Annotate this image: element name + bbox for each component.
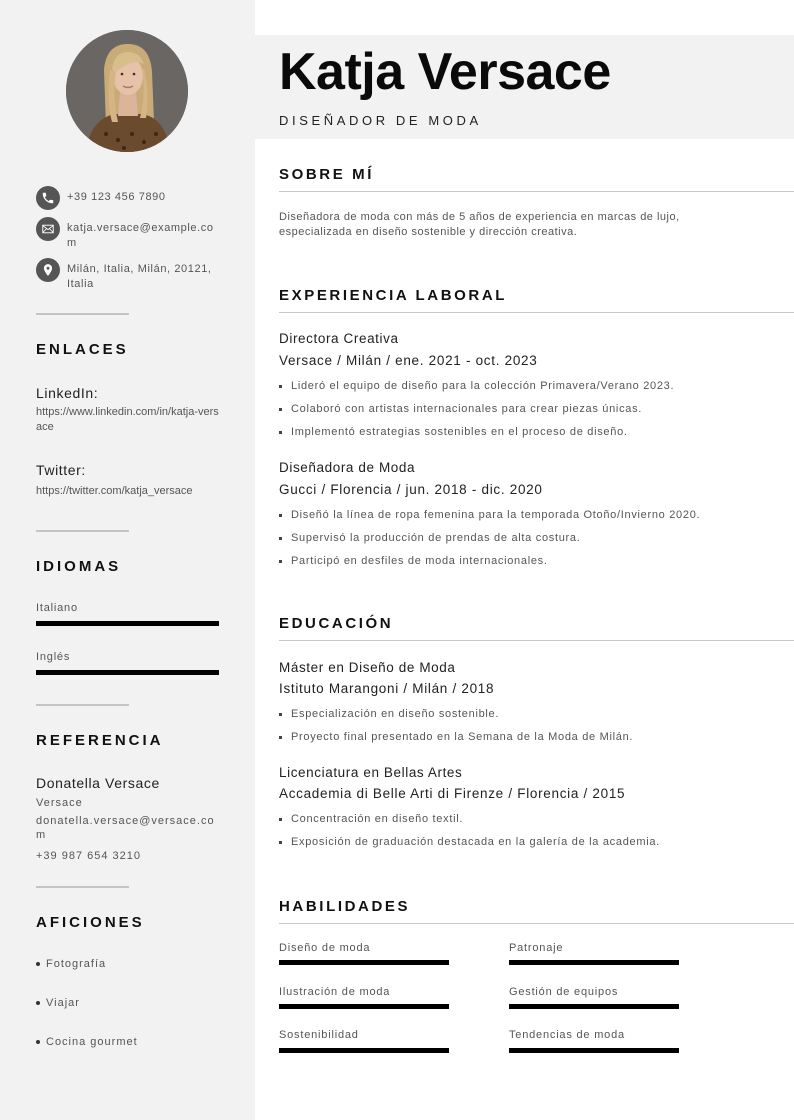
bullet-icon [279, 560, 282, 563]
language-name: Italiano [36, 602, 78, 614]
hobbies-heading: AFICIONES [36, 914, 145, 931]
skill-name: Patronaje [509, 942, 564, 954]
location-pin-icon [36, 258, 60, 282]
sidebar-divider [36, 886, 129, 888]
bullet-icon [279, 514, 282, 517]
bullet-text: Supervisó la producción de prendas de alta costura. [291, 532, 581, 544]
profile-photo [66, 30, 188, 152]
sidebar-divider [36, 530, 129, 532]
skill-level-bar [509, 960, 679, 965]
job-bullet [279, 555, 548, 567]
skill-name: Sostenibilidad [279, 1029, 359, 1041]
bullet-icon [279, 841, 282, 844]
section-rule [279, 640, 794, 641]
job-role: Directora Creativa [279, 331, 399, 346]
hobby-item [36, 1036, 138, 1048]
degree-bullet [279, 813, 463, 825]
about-heading: SOBRE MÍ [279, 166, 374, 183]
candidate-name: Katja Versace [279, 43, 611, 101]
links-heading: ENLACES [36, 341, 129, 358]
job-details: Gucci / Florencia / jun. 2018 - dic. 2020 [279, 482, 543, 497]
skill-name: Tendencias de moda [509, 1029, 625, 1041]
sidebar-divider [36, 313, 129, 315]
envelope-icon [36, 217, 60, 241]
language-name: Inglés [36, 651, 71, 663]
degree-title: Licenciatura en Bellas Artes [279, 765, 463, 780]
bullet-text: Implementó estrategias sostenibles en el proceso de diseño. [291, 426, 628, 438]
bullet-icon [279, 818, 282, 821]
skill-name: Ilustración de moda [279, 986, 391, 998]
hobby-label: Fotografía [46, 958, 107, 970]
language-level-bar [36, 621, 219, 626]
bullet-text: Exposición de graduación destacada en la galería de la academia. [291, 836, 660, 848]
skills-heading: HABILIDADES [279, 898, 411, 915]
bullet-icon [36, 1001, 40, 1005]
linkedin-label: LinkedIn: [36, 385, 99, 401]
skill-level-bar [509, 1004, 679, 1009]
bullet-text: Diseñó la línea de ropa femenina para la temporada Otoño/Invierno 2020. [291, 509, 701, 521]
linkedin-link[interactable]: https://www.linkedin.com/in/katja-versace [36, 406, 219, 433]
phone-text: +39 123 456 7890 [67, 191, 166, 203]
portrait-image [66, 30, 188, 152]
bullet-icon [279, 408, 282, 411]
bullet-text: Proyecto final presentado en la Semana de la Moda de Milán. [291, 731, 634, 743]
bullet-icon [279, 736, 282, 739]
reference-phone: +39 987 654 3210 [36, 850, 142, 862]
email-link[interactable]: katja.versace@example.com [67, 222, 214, 249]
job-bullet [279, 426, 628, 438]
skill-name: Diseño de moda [279, 942, 371, 954]
degree-details: Accademia di Belle Arti di Firenze / Florencia / 2015 [279, 786, 626, 801]
twitter-link[interactable]: https://twitter.com/katja_versace [36, 485, 193, 497]
skill-level-bar [279, 1048, 449, 1053]
address-text: Milán, Italia, Milán, 20121, Italia [67, 263, 212, 290]
bullet-icon [279, 431, 282, 434]
job-details: Versace / Milán / ene. 2021 - oct. 2023 [279, 353, 538, 368]
experience-heading: EXPERIENCIA LABORAL [279, 287, 508, 304]
job-title: DISEÑADOR DE MODA [279, 113, 482, 128]
bullet-icon [279, 713, 282, 716]
skill-level-bar [279, 1004, 449, 1009]
about-text: Diseñadora de moda con más de 5 años de experiencia en marcas de lujo, especializada en diseño sostenible y dirección creativa. [279, 211, 680, 238]
contact-phone [36, 186, 236, 210]
skill-name: Gestión de equipos [509, 986, 619, 998]
job-bullet [279, 380, 674, 392]
bullet-icon [36, 1040, 40, 1044]
hobby-label: Viajar [46, 997, 80, 1009]
bullet-icon [279, 537, 282, 540]
bullet-icon [36, 962, 40, 966]
contact-address [36, 258, 236, 292]
bullet-text: Lideró el equipo de diseño para la colección Primavera/Verano 2023. [291, 380, 675, 392]
degree-bullet [279, 836, 660, 848]
degree-bullet [279, 708, 499, 720]
twitter-label: Twitter: [36, 462, 86, 478]
skill-level-bar [279, 960, 449, 965]
hobby-item [36, 997, 80, 1009]
section-rule [279, 923, 794, 924]
contact-email [36, 217, 236, 251]
reference-heading: REFERENCIA [36, 732, 164, 749]
bullet-icon [279, 385, 282, 388]
bullet-text: Especialización en diseño sostenible. [291, 708, 500, 720]
skill-level-bar [509, 1048, 679, 1053]
degree-bullet [279, 731, 633, 743]
reference-name: Donatella Versace [36, 775, 160, 791]
reference-company: Versace [36, 797, 83, 809]
bullet-text: Concentración en diseño textil. [291, 813, 464, 825]
hobby-label: Cocina gourmet [46, 1036, 138, 1048]
languages-heading: IDIOMAS [36, 558, 122, 575]
job-bullet [279, 509, 700, 521]
sidebar-divider [36, 704, 129, 706]
job-role: Diseñadora de Moda [279, 460, 416, 475]
section-rule [279, 191, 794, 192]
degree-title: Máster en Diseño de Moda [279, 660, 456, 675]
bullet-text: Colaboró con artistas internacionales para crear piezas únicas. [291, 403, 643, 415]
job-bullet [279, 532, 580, 544]
education-heading: EDUCACIÓN [279, 615, 394, 632]
language-level-bar [36, 670, 219, 675]
phone-icon [36, 186, 60, 210]
hobby-item [36, 958, 106, 970]
job-bullet [279, 403, 642, 415]
section-rule [279, 312, 794, 313]
degree-details: Istituto Marangoni / Milán / 2018 [279, 681, 495, 696]
bullet-text: Participó en desfiles de moda internacionales. [291, 555, 548, 567]
reference-email-link[interactable]: donatella.versace@versace.com [36, 815, 215, 841]
contact-list [36, 186, 236, 299]
